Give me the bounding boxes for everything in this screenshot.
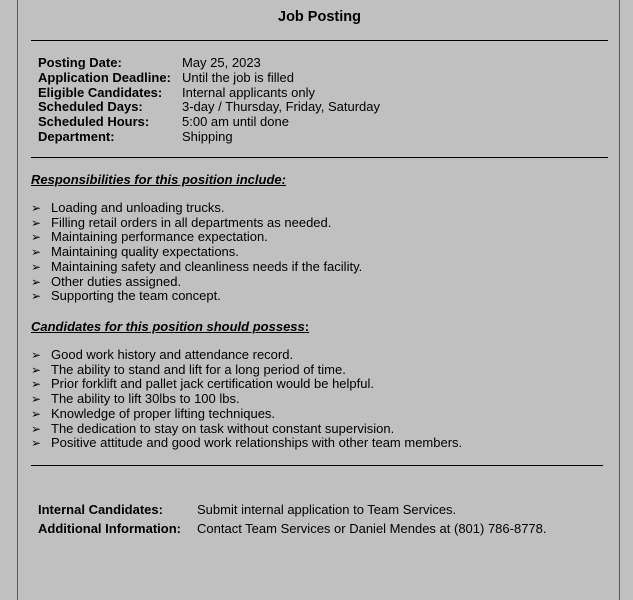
list-item-text: Filling retail orders in all departments as needed. [51, 214, 332, 230]
candidates-heading-colon: : [304, 319, 310, 334]
list-item [31, 216, 362, 231]
arrow-bullet-icon: ➢ [31, 348, 42, 362]
detail-label: Department: [38, 128, 115, 144]
list-item-text: Loading and unloading trucks. [51, 200, 225, 215]
list-item-text: Maintaining performance expectation. [51, 229, 268, 245]
responsibilities-heading [31, 172, 286, 187]
arrow-bullet-icon: ➢ [31, 436, 42, 451]
list-item [31, 436, 462, 451]
detail-row-scheduled-hours [38, 115, 380, 130]
document-page [17, 0, 620, 600]
page-title: Job Posting [278, 9, 361, 25]
list-item [31, 275, 362, 290]
list-item [31, 377, 462, 392]
arrow-bullet-icon: ➢ [31, 289, 42, 304]
arrow-bullet-icon: ➢ [31, 392, 42, 407]
contact-label: Internal Candidates: [38, 502, 163, 517]
list-item-text: The ability to lift 30lbs to 100 lbs. [51, 391, 240, 407]
candidates-list [31, 348, 462, 451]
candidates-heading [31, 319, 309, 334]
list-item [31, 348, 462, 363]
contact-row-additional-information [38, 519, 547, 538]
candidates-heading-text: Candidates for this position should possess [31, 319, 305, 334]
detail-row-scheduled-days [38, 100, 380, 115]
list-item-text: Supporting the team concept. [51, 288, 221, 304]
list-item-text: Positive attitude and good work relationships with other team members. [51, 435, 463, 451]
list-item-text: Prior forklift and pallet jack certification would be helpful. [51, 376, 374, 392]
list-item [31, 245, 362, 260]
contact-info [38, 500, 547, 538]
detail-value: Internal applicants only [182, 84, 315, 100]
detail-row-department [38, 130, 380, 145]
list-item-text: The dedication to stay on task without constant supervision. [51, 420, 395, 436]
arrow-bullet-icon: ➢ [31, 201, 42, 215]
list-item [31, 260, 362, 275]
detail-label: Eligible Candidates: [38, 84, 163, 100]
arrow-bullet-icon: ➢ [31, 274, 42, 289]
detail-label: Scheduled Hours: [38, 114, 150, 130]
list-item [31, 201, 362, 216]
detail-label: Posting Date: [38, 55, 122, 70]
detail-value: Shipping [182, 128, 233, 144]
detail-value: 5:00 am until done [182, 114, 289, 130]
list-item-text: Knowledge of proper lifting techniques. [51, 405, 276, 421]
list-item [31, 289, 362, 304]
arrow-bullet-icon: ➢ [31, 421, 42, 436]
divider-details [31, 157, 608, 158]
contact-row-internal-candidates [38, 500, 547, 519]
list-item [31, 363, 462, 378]
contact-value: Contact Team Services or Daniel Mendes at (801) 786-8778. [197, 521, 547, 536]
divider-bottom [31, 465, 603, 466]
list-item [31, 407, 462, 422]
responsibilities-list [31, 201, 362, 304]
arrow-bullet-icon: ➢ [31, 230, 42, 245]
list-item-text: Maintaining quality expectations. [51, 244, 239, 260]
contact-label: Additional Information: [38, 521, 181, 536]
list-item-text: The ability to stand and lift for a long period of time. [51, 361, 346, 377]
list-item-text: Other duties assigned. [51, 273, 182, 289]
arrow-bullet-icon: ➢ [31, 215, 42, 230]
arrow-bullet-icon: ➢ [31, 362, 42, 377]
list-item [31, 392, 462, 407]
detail-value: May 25, 2023 [182, 55, 261, 70]
arrow-bullet-icon: ➢ [31, 245, 42, 260]
detail-value: 3-day / Thursday, Friday, Saturday [182, 99, 380, 115]
arrow-bullet-icon: ➢ [31, 377, 42, 392]
arrow-bullet-icon: ➢ [31, 406, 42, 421]
arrow-bullet-icon: ➢ [31, 259, 42, 274]
detail-label: Scheduled Days: [38, 99, 143, 115]
list-item [31, 422, 462, 437]
list-item [31, 230, 362, 245]
detail-row-application-deadline [38, 71, 380, 86]
detail-row-posting-date [38, 56, 380, 71]
detail-row-eligible-candidates [38, 86, 380, 101]
responsibilities-heading-text: Responsibilities for this position include: [31, 172, 286, 187]
divider-top [31, 40, 608, 41]
list-item-text: Maintaining safety and cleanliness needs if the facility. [51, 258, 363, 274]
posting-details [38, 56, 380, 145]
list-item-text: Good work history and attendance record. [51, 347, 294, 362]
detail-value: Until the job is filled [182, 69, 294, 85]
contact-value: Submit internal application to Team Services. [197, 502, 457, 517]
detail-label: Application Deadline: [38, 69, 171, 85]
